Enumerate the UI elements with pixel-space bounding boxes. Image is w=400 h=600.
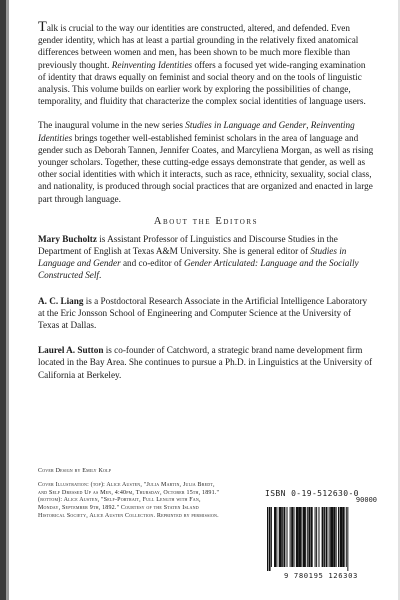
- barcode-bar: [326, 507, 328, 567]
- barcode-bar: [347, 507, 348, 571]
- barcode-bar: [322, 507, 324, 567]
- punctuation: .: [99, 270, 102, 281]
- barcode-bar: [318, 507, 319, 567]
- book-title: Reinventing Identities: [38, 120, 355, 143]
- barcode-bar: [291, 507, 293, 567]
- barcode-bar: [274, 507, 276, 567]
- barcode-bar: [316, 507, 317, 567]
- editor-name: Mary Bucholtz: [38, 233, 97, 244]
- barcode-bar: [301, 507, 302, 567]
- barcode-bar: [279, 507, 282, 567]
- blurb-paragraph-2: The inaugural volume in the new series Studies in Language and Gender, Reinventing Identities brings together well-established feminist scholars in the area of language and gender such as Deborah Tannen, Jennifer Coates, and Marcyliena Morgan, as well as rising younger scholars. Together, these cutting-edge essays demonstrate that gender, as well as other social identities with which it interacts, such as race, ethnicity, sexuality, social class, and nationality, is produced through social practices that are organized and enacted in large part through language.: [38, 120, 374, 204]
- blurb-text: alk is crucial to the way our identities are constructed, altered, and defended. Even gender identity, which has at least a partial grounding in the relatively fixed anatomical differences between women and men, has been shown to be much more flexible than previously thought.: [38, 23, 359, 70]
- barcode-bar: [343, 507, 345, 567]
- series-name: Studies in Language and Gender: [38, 246, 347, 269]
- barcode-bar: [303, 507, 306, 567]
- editor-bio-liang: [38, 295, 374, 332]
- editor-bio-bucholtz: [38, 233, 374, 282]
- editor-name: Laurel A. Sutton: [38, 345, 104, 356]
- editor-bio-text: is co-founder of Catchword, a strategic brand name development firm located in the Bay Area. She continues to pursue a Ph.D. in Linguistics at the University of California at Berkeley.: [38, 345, 373, 380]
- barcode-bar: [333, 507, 335, 567]
- barcode-bar: [324, 507, 325, 567]
- barcode-bar: [340, 507, 343, 567]
- cover-credits: [38, 468, 223, 527]
- barcode-bar: [315, 507, 316, 567]
- barcode-bar: [336, 507, 337, 567]
- barcode-bar: [282, 507, 283, 567]
- price-code: 90000: [355, 496, 377, 504]
- blurb-text: offers a focused yet wide-ranging examination of identity that draws equally on feminist and social theory and on the tools of linguistic analysis. This volume builds on earlier work by exploring the possibilities of change, temporality, and fluidity that characterize the complex social identities of language users.: [38, 59, 366, 107]
- cover-design-credit: Cover Design by Emily Kolp: [38, 468, 112, 474]
- barcode-bar: [294, 507, 295, 567]
- editor-bio-text: and co-editor of: [122, 258, 182, 269]
- barcode-image: [265, 507, 377, 571]
- barcode-bar: [290, 507, 291, 567]
- drop-cap: T: [38, 19, 47, 35]
- barcode-bar: [283, 507, 285, 567]
- book-title: Gender Articulated: Language and the Socially Constructed Self: [38, 258, 359, 281]
- about-editors-heading: About the Editors: [153, 215, 259, 227]
- barcode-bar: [276, 507, 277, 567]
- barcode-bar: [299, 507, 301, 567]
- barcode-bar: [307, 507, 308, 567]
- barcode-bar: [308, 507, 310, 567]
- series-name: Studies in Language and Gender: [185, 120, 307, 131]
- barcode-bar: [346, 507, 347, 567]
- barcode-bar: [338, 507, 339, 567]
- blurb-text: brings together well-established feminist scholars in the area of language and gender such as Deborah Tannen, Jennifer Coates, and Marcyliena Morgan, as well as rising younger scholars. Together, these cutting-edge essays demonstrate that gender, as well as other social identities with which it interacts, such as race, ethnicity, sexuality, social class, and nationality, is produced through social practices that are organized and enacted in large part through language.: [38, 132, 374, 204]
- editor-bio-text: is Assistant Professor of Linguistics and Discourse Studies in the Department of English at Texas A&M University. She is general editor of: [38, 233, 338, 257]
- barcode-bar: [311, 507, 313, 567]
- blurb-text: The inaugural volume in the new series: [38, 120, 183, 131]
- barcode-bar: [296, 507, 299, 567]
- isbn-barcode-block: [265, 489, 377, 587]
- barcode-bar: [269, 507, 271, 571]
- barcode-bar: [330, 507, 333, 567]
- editor-bio-text: is a Postdoctoral Research Associate in the Artificial Intelligence Laboratory at the Eric Jonsson School of Engineering and Computer Science at the University of Texas at Dallas.: [38, 295, 368, 331]
- editor-name: A. C. Liang: [38, 295, 84, 306]
- barcode-bar: [267, 507, 268, 571]
- barcode-bar: [329, 507, 330, 567]
- book-title: Reinventing Identities: [111, 59, 193, 70]
- barcode-bar: [271, 507, 272, 567]
- isbn-label: ISBN 0-19-512630-0: [265, 489, 359, 498]
- spine-edge-highlight: [6, 0, 9, 600]
- barcode-bar: [287, 507, 288, 567]
- back-cover-content: [38, 19, 374, 394]
- blurb-paragraph-1: [38, 19, 374, 107]
- editor-bio-sutton: [38, 344, 374, 381]
- cover-illustration-credit: Cover Illustration: (top): Alice Austen, "Julia Martin, Julia Bredt, and Self Dressed Up as Men, 4:40pm, Thursday, October 15th, 1891." (bottom): Alice Austen, "Self-Portrait, Full Length with Fan, Monday, September 9th, 1892." Courtesy of the Staten Island Historical Society, Alice Austen Collection. Reprinted by permission.: [38, 481, 220, 519]
- barcode-digits: 9 780195 126303: [284, 571, 358, 580]
